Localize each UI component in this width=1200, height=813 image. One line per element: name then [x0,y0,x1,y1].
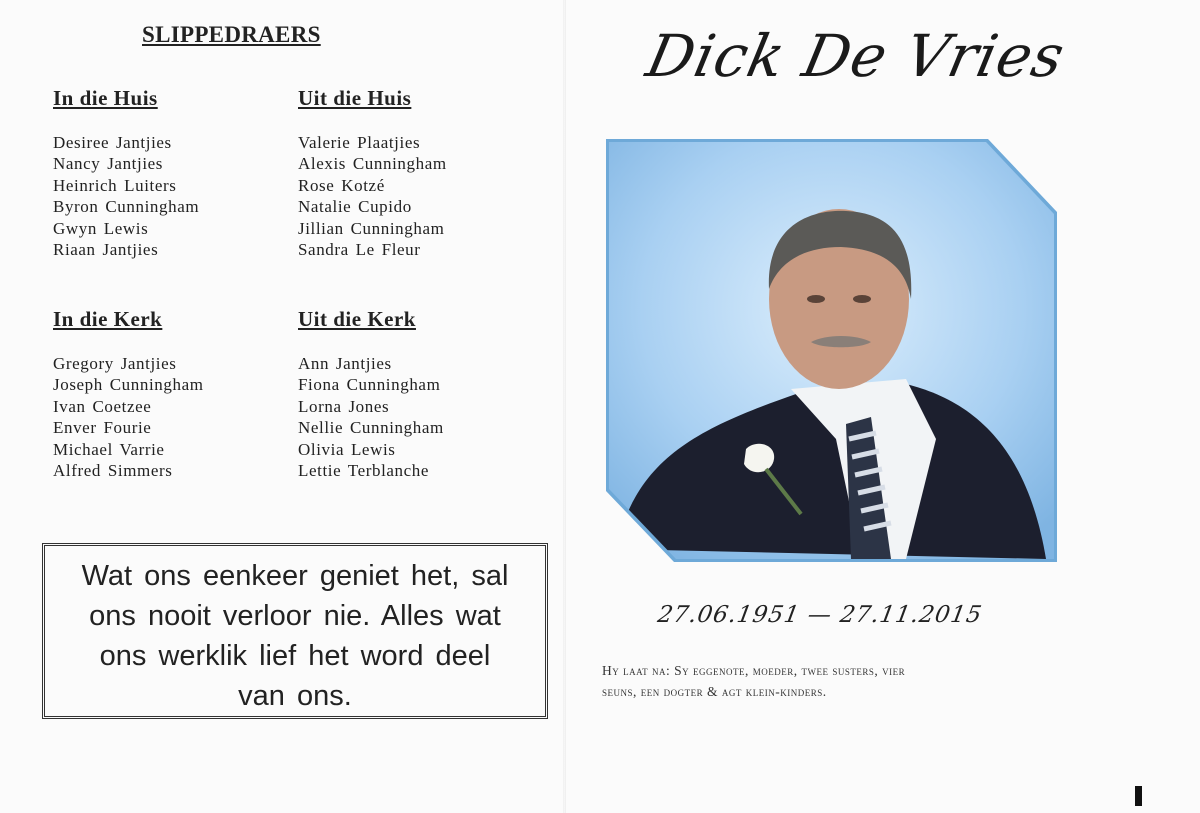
list-item: Desiree Jantjies [53,133,172,152]
in-die-kerk-list [53,353,204,481]
right-eye [853,295,871,303]
survivors-line: Hy laat na: Sy eggenote, moeder, twee susters, vier [602,663,906,678]
in-die-kerk-title: In die Kerk [53,307,163,331]
list-item: Alexis Cunningham [298,154,447,174]
portrait-photo [606,139,1057,562]
list-item: Natalie Cupido [298,197,412,217]
quote-line: ons werklik lief het word deel [99,640,491,672]
pallbearers-heading: SLIPPEDRAERS [142,22,321,47]
life-dates: 27.06.1951 — 27.11.2015 [655,602,985,628]
list-item: Joseph Cunningham [53,375,204,395]
quote-line: van ons. [238,680,352,712]
quote-text [45,556,545,716]
quote-line: Wat ons eenkeer geniet het, sal [81,560,509,592]
list-item: Gregory Jantjies [53,354,177,373]
in-die-huis-title: In die Huis [53,86,158,110]
list-item: Lorna Jones [298,396,390,416]
list-item: Michael Varrie [53,439,165,459]
uit-die-huis-title: Uit die Huis [298,86,412,110]
deceased-name: Dick De Vries [640,22,1071,90]
list-item: Gwyn Lewis [53,218,149,238]
list-item: Olivia Lewis [298,439,396,459]
page-fold [563,0,566,813]
quote-box [42,543,548,719]
quote-line: ons nooit verloor nie. Alles wat [89,600,501,632]
uit-die-kerk-title: Uit die Kerk [298,307,416,331]
list-item: Sandra Le Fleur [298,240,421,260]
list-item: Enver Fourie [53,418,152,438]
list-item: Ivan Coetzee [53,396,152,416]
list-item: Fiona Cunningham [298,375,441,395]
list-item: Riaan Jantjies [53,240,159,260]
list-item: Nellie Cunningham [298,418,444,438]
in-die-huis-list [53,132,199,260]
scan-mark [1135,786,1142,806]
list-item: Rose Kotzé [298,175,385,195]
list-item: Lettie Terblanche [298,461,430,481]
list-item: Valerie Plaatjies [298,133,421,152]
survivors-line: seuns, een dogter & agt klein-kinders. [602,684,827,699]
list-item: Jillian Cunningham [298,218,445,238]
list-item: Heinrich Luiters [53,175,177,195]
uit-die-huis-list [298,132,447,260]
left-eye [807,295,825,303]
list-item: Alfred Simmers [53,461,173,481]
survivors-text [602,660,1072,702]
list-item: Ann Jantjies [298,354,392,373]
uit-die-kerk-list [298,353,444,481]
list-item: Nancy Jantjies [53,154,164,174]
list-item: Byron Cunningham [53,197,200,217]
